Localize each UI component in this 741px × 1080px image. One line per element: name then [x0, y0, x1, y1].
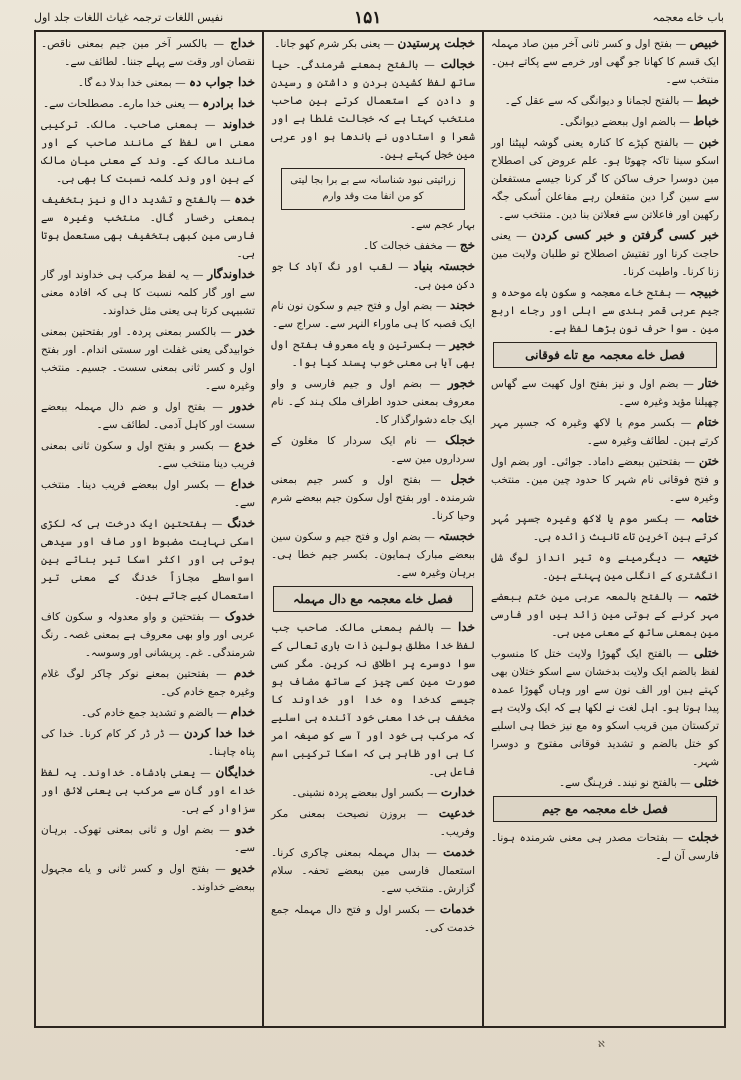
dictionary-entry: خجلک — نام ایک سردار کا مغلون کے سرداروں مین سے۔ — [271, 433, 475, 465]
entry-headword: خدایگان — [215, 765, 255, 779]
entry-definition: یعنی بادشاہ۔ خداوند۔ یہ لفظ خداے اور گان سے مرکب ہی یعنی لائق اور سزاوار کے ہی۔ — [41, 767, 255, 815]
entry-definition: بالفتح نو نیند۔ فرہنگ سے۔ — [558, 777, 677, 789]
dictionary-entry: خدا برادرہ — یعنی خدا مارے۔ مصطلحات سے۔ — [42, 96, 255, 110]
entry-definition: نام ایک سردار کا مغلون کے سرداروں مین سے۔ — [271, 435, 475, 465]
dictionary-entry: ختمہ — بالفتح بالمعہ عربی مین ختم ببعضے مہر کرنے کے ہوتی مین زائد ہیں اور فارسی مین بمعنی ساتھ کے معنی میں ہی۔ — [491, 589, 719, 639]
dictionary-entry: خبن — بالفتح کپڑے کا کنارہ یعنی گوشہ لپیٹنا اور اسکو سینا تاکہ چھوٹا ہو۔ علم عروض کی اصطلاح مین دوسرا حرف ساکن کا گر کرنا جیسے مستفعلن سے سین گرا دین متفعلن رہے مفاعلن اُسکی جگہ رکھین اور فاعلاتن سے فعلاتن بنا دین۔ منتخب سے۔ — [491, 135, 719, 221]
entry-headword: ختلی — [693, 646, 719, 660]
entry-headword: خجل — [450, 472, 475, 486]
entry-definition: بکسرتین و یاے معروف بفتح اول بھی آیا ہی معنی خوب پسند کیا ہوا۔ — [271, 339, 475, 369]
dictionary-entry: ختلی — بالفتح نو نیند۔ فرہنگ سے۔ — [558, 775, 719, 789]
entry-definition: بکسر اول و فتح دال مہملہ جمع خدمت کی۔ — [271, 904, 475, 934]
dictionary-entry: خجیر — بکسرتین و یاے معروف بفتح اول بھی آیا ہی معنی خوب پسند کیا ہوا۔ — [271, 337, 475, 369]
dictionary-entry: خج — مخفف خجالت کا۔ — [363, 238, 475, 252]
entry-definition: بضم اول و نیز بفتح اول کھیت سے گھاس چھیلنا مؤید وغیرہ سے۔ — [491, 378, 719, 408]
entry-definition: بالضم و تشدید جمع خادم کی۔ — [81, 707, 214, 719]
entry-definition: بالفتح کپڑے کا کنارہ یعنی گوشہ لپیٹنا اور اسکو سینا تاکہ چھوٹا ہو۔ علم عروض کی اصطلاح مین دوسرا حرف ساکن کا گر کرنا جیسے مستفعلن سے سین گرا دین متفعلن رہے مفاعلن اُسکی جگہ رکھین اور فاعلاتن سے فعلاتن بنا دین۔ منتخب سے۔ — [491, 137, 719, 221]
entry-definition: بضم اول و فتح جیم و سکون نون نام ایک قصبہ کا ہی ماوراء النہر سے۔ سراج سے۔ — [271, 300, 475, 330]
dictionary-entry: خجند — بضم اول و فتح جیم و سکون نون نام ایک قصبہ کا ہی ماوراء النہر سے۔ سراج سے۔ — [271, 298, 475, 330]
entry-definition: بفتحتین بمعنے نوکر چاکر لوگ غلام وغیرہ جمع خادم کی۔ — [41, 668, 255, 698]
dictionary-entry: خدم — بفتحتین بمعنے نوکر چاکر لوگ غلام وغیرہ جمع خادم کی۔ — [41, 666, 255, 698]
entry-headword: خدو — [235, 822, 255, 836]
page-header — [34, 6, 724, 30]
dictionary-entry: خداج — بالکسر آخر مین جیم بمعنی ناقص۔ نقصان اور وقت سے پہلے جننا۔ لطائف سے۔ — [41, 36, 255, 68]
dictionary-entry: خدع — بکسر و بفتح اول و سکون ثانی بمعنی فریب دینا منتخب سے۔ — [41, 438, 255, 470]
entry-headword: خداج — [230, 36, 255, 50]
entry-headword: خدا — [457, 620, 475, 634]
entry-definition: یہ لفظ مرکب ہی خداوند اور گار سے اور گار کلمہ نسبت کا ہی کہ افادہ معنی تشبیہی کرتا ہی یعنی مثل خداوند۔ — [41, 269, 255, 317]
entry-headword: خداع — [230, 477, 255, 491]
entry-definition: بکسر موم یا لاکھ وغیرہ کہ جسپر مہر کرتے ہین۔ لطائف وغیرہ سے۔ — [491, 417, 719, 447]
dictionary-entry: خجستہ بنیاد — لقب اور نگ آباد کا جو دکن مین ہی۔ — [271, 259, 475, 291]
entry-headword: خجور — [447, 376, 475, 390]
page-number: ۱۵۱ — [354, 8, 382, 28]
entry-headword: خدمت — [443, 845, 475, 859]
entry-headword: خداوند — [222, 117, 255, 131]
page-footer-mark: ℵ — [598, 1040, 605, 1050]
dictionary-entry: خدیو — بفتح اول و کسر ثانی و یاے مجہول ببعضے خداوند۔ — [41, 861, 255, 893]
entry-definition: بضم اول و جیم فارسی و واو معروف بمعنی حدود اطراف ملک ہند کے۔ نام ایک جاے دشوارگذار کا۔ — [271, 378, 475, 426]
entry-definition: مخفف خجالت کا۔ — [363, 240, 443, 252]
dictionary-entry: ختلی — بالفتح ایک گھوڑا ولایت ختل کا منسوب لفظ بالضم ایک ولایت بدخشان سے اسکو ختلان بھی کہتے ہین اور الف نون سے اور وہاں گھوڑا عمدہ پیدا ہوتا ہو۔ اہل لغت نے لکھا ہے کہ ایک ولایت ہے ترکستان مین قریب اسکو وہ مع نیز خطا ہی اسلیے کو ختل بالضم و تشدید فوقانی مفتوح و دوسرا شہر۔ — [491, 646, 719, 768]
dictionary-entry: خداوندگار — یہ لفظ مرکب ہی خداوند اور گار سے اور گار کلمہ نسبت کا ہی کہ افادہ معنی تشبیہی کرتا ہی یعنی مثل خداوند۔ — [41, 267, 255, 317]
dictionary-entry: خجالت — بالفتح بمعنے شرمندگی۔ حیا ساتھ لفظ کشیدن بردن و داشتن و رسیدن و دادن کے استعمال کرتے ہین صاحب منتخب کہتا ہے کہ خجالت غلطا ہے اور شعرا و استادوں نے باندھا ہو اور عربی مین خجل کہتے ہین۔ — [271, 57, 475, 161]
entry-definition: بفتحتین ببعضے داماد۔ جوائی۔ اور بضم اول و فتح فوقانی نام شہر کا حدود چین مین۔ منتخب وغیرہ سے۔ — [491, 456, 719, 504]
dictionary-entry: خدمت — بدال مہملہ بمعنی چاکری کرنا۔ استعمال فارسی مین ببعضے تحفہ۔ سلام گزارش۔ منتخب سے۔ — [271, 845, 475, 895]
dictionary-entry: خدایگان — یعنی بادشاہ۔ خداوند۔ یہ لفظ خداے اور گان سے مرکب ہی یعنی لائق اور سزاوار کے ہی۔ — [41, 765, 255, 815]
dictionary-entry: خدور — بفتح اول و ضم دال مہملہ ببعضے سست اور کاہل آدمی۔ لطائف سے۔ — [41, 399, 255, 431]
entry-headword: ختار — [698, 376, 719, 390]
entry-definition: بالفتح لجمانا و دیوانگی کہ سے عقل کے۔ — [504, 95, 680, 107]
entry-headword: خباط — [693, 114, 719, 128]
dictionary-entry: خجل — بفتح اول و کسر جیم بمعنی شرمندہ۔ اور بفتح اول سکون جیم ببعضے شرم وحیا کرنا۔ — [271, 472, 475, 522]
section-heading-kha-ta: فصل خاے معجمہ مع تاے فوقانی — [493, 342, 717, 368]
dictionary-entry: ختار — بضم اول و نیز بفتح اول کھیت سے گھاس چھیلنا مؤید وغیرہ سے۔ — [491, 376, 719, 408]
dictionary-entry: خباط — بالضم اول ببعضے دیوانگی۔ — [558, 114, 719, 128]
dictionary-entry — [271, 216, 475, 234]
dictionary-entry: ختیعہ — دیگرمینے وہ تیر انداز لوگ شل انگشتری کے انگلی مین پہنتے ہین۔ — [491, 550, 719, 582]
entry-headword: خبر کسی گرفتن و خبر کسی کردن — [531, 228, 719, 242]
dictionary-entry: خجور — بضم اول و جیم فارسی و واو معروف بمعنی حدود اطراف ملک ہند کے۔ نام ایک جاے دشوارگذار کا۔ — [271, 376, 475, 426]
column-middle — [262, 30, 484, 1028]
dictionary-entry: خجلت پرستیدن — یعنی بکر شرم کھو جانا۔ — [274, 36, 475, 50]
entry-definition: بدال مہملہ بمعنی چاکری کرنا۔ استعمال فارسی مین ببعضے تحفہ۔ سلام گزارش۔ منتخب سے۔ — [271, 847, 475, 895]
entry-headword: خدام — [230, 705, 255, 719]
entry-headword: خبن — [698, 135, 719, 149]
dictionary-entry: خدا — بالضم بمعنی مالک۔ صاحب جب لفظ خدا مطلق بولین ذات باری تعالی کے سوا دوسرے پر اطلاق نہ کرین۔ مگر کسی صورت مین کسی چیز کے ساتھ مضاف ہو جیسے کدخدا وہ خدا اور خداوند کا مخفف ہی خدا معنی خود آئندہ ہی اسلیے کہ مرکب ہی خود اور آ سے کو صیغہ امر کا ہی اور ظاہر ہی کہ اسکا ترکیبی اسم فاعل ہی۔ — [271, 620, 475, 778]
entry-headword: ختامہ — [690, 511, 719, 525]
entry-definition: بالفتح بمعنے شرمندگی۔ حیا ساتھ لفظ کشیدن بردن و داشتن و رسیدن و دادن کے استعمال کرتے ہین صاحب منتخب کہتا ہے کہ خجالت غلطا ہے اور شعرا و استادوں نے باندھا ہو اور عربی مین خجل کہتے ہین۔ — [271, 59, 475, 161]
entry-headword: خدا خدا کردن — [183, 726, 255, 740]
entry-definition: یعنی حاجت کرنا اور تفتیش اصطلاح تو طلبان ولایت مین زنا کرنا۔ واطیت کرنا۔ — [491, 230, 719, 278]
dictionary-entry: خدام — بالضم و تشدید جمع خادم کی۔ — [81, 705, 255, 719]
entry-headword: خدع — [234, 438, 255, 452]
entry-headword: خداوندگار — [207, 267, 255, 281]
dictionary-entry: خدوک — بفتحتین و واو معدولہ و سکون کاف عربی اور واو بھی معروف ہے بمعنی غصہ۔ رنگ شرمندگی۔ غم۔ پریشانی اور وسوسہ۔ — [41, 609, 255, 659]
entry-headword: خجند — [449, 298, 475, 312]
entry-headword: ختمہ — [693, 589, 719, 603]
entry-headword: خدر — [235, 324, 255, 338]
dictionary-entry: خداع — بکسر اول ببعضے فریب دینا۔ منتخب سے۔ — [41, 477, 255, 509]
entry-headword: ختلی — [693, 775, 719, 789]
entry-definition: بفتح خاے معجمہ و سکون باے موحدہ و جیم عربی قمر ہندی سے اہلی اور رجاے اربع مین ۔ سوا حرف نون بڑھا لفظ ہے۔ — [491, 287, 719, 335]
dictionary-entry: خدہ — بالفتح و تشدید دال و نیز بتخفیف بمعنی رخسار گال۔ منتخب وغیرہ سے فارسی مین کبھی بتخفیف بھی مستعمل ہوتا ہی۔ — [41, 192, 255, 260]
entry-definition: ڈر ڈر کر کام کرنا۔ خدا کی پناہ چاہنا۔ — [41, 728, 255, 758]
entry-definition: بکسر اول ببعضے فریب دینا۔ منتخب سے۔ — [41, 479, 255, 509]
entry-headword: خجستہ بنیاد — [413, 259, 475, 273]
entry-headword: خدم — [233, 666, 255, 680]
entry-definition: بفتحات مصدر ہی معنی شرمندہ ہونا۔ فارسی آن لے۔ — [491, 832, 719, 862]
entry-headword: خدہ — [234, 192, 255, 206]
entry-headword: خدارت — [440, 785, 475, 799]
entry-definition: یعنی بکر شرم کھو جانا۔ — [274, 38, 381, 50]
entry-definition: بفتح اول و کسر ثانی و یاے مجہول ببعضے خداوند۔ — [41, 863, 255, 893]
entry-definition: بالفتح و تشدید دال و نیز بتخفیف بمعنی رخسار گال۔ منتخب وغیرہ سے فارسی مین کبھی بتخفیف بھی مستعمل ہوتا ہی۔ — [41, 194, 255, 260]
dictionary-entry: خدو — بضم اول و ثانی بمعنی تھوک۔ برہان سے۔ — [41, 822, 255, 854]
entry-definition: بکسر اول ببعضے پردہ نشینی۔ — [291, 787, 424, 799]
dictionary-entry: ختن — بفتحتین ببعضے داماد۔ جوائی۔ اور بضم اول و فتح فوقانی نام شہر کا حدود چین مین۔ منتخب وغیرہ سے۔ — [491, 454, 719, 504]
entry-headword: ختن — [698, 454, 719, 468]
entry-definition: بہار عجم سے۔ — [409, 219, 475, 231]
dictionary-entry: خبر کسی گرفتن و خبر کسی کردن — یعنی حاجت کرنا اور تفتیش اصطلاح تو طلبان ولایت مین زنا کرنا۔ واطیت کرنا۔ — [491, 228, 719, 278]
dictionary-entry: خدنگ — بفتحتین ایک درخت ہی کہ لکڑی اسکی نہایت مضبوط اور صاف اور سیدھی ہوتی ہی اور اکثر اسکا تیر بناتے ہین اسواسطے مجازاً خدنگ کے معنی تیر استعمال کیے جاتے ہین۔ — [41, 516, 255, 602]
entry-definition: بروزن نصیحت بمعنی مکر وفریب۔ — [271, 808, 475, 838]
column-left — [34, 30, 262, 1028]
entry-definition: بالضم اول ببعضے دیوانگی۔ — [558, 116, 677, 128]
section-heading-kha-jim: فصل خاے معجمہ مع جیم — [493, 796, 717, 822]
section-heading-kha-dal: فصل خاے معجمہ مع دال مہملہ — [273, 586, 473, 612]
dictionary-entry: خداوند — بمعنی صاحب۔ مالک۔ ترکیبی معنی اس لفظ کے مانند صاحب کے اور مانند مالک کے۔ وند کے معنی میان مالک کے ہین اور وند کلمہ نسبت کا بھی ہی۔ — [41, 117, 255, 185]
entry-headword: خجلت پرستیدن — [397, 36, 475, 50]
entry-headword: ختام — [696, 415, 719, 429]
entry-headword: خبط — [696, 93, 719, 107]
dictionary-entry: خبیجہ — بفتح خاے معجمہ و سکون باے موحدہ و جیم عربی قمر ہندی سے اہلی اور رجاے اربع مین ۔ سوا حرف نون بڑھا لفظ ہے۔ — [491, 285, 719, 335]
entry-definition: بفتحتین و واو معدولہ و سکون کاف عربی اور واو بھی معروف ہے بمعنی غصہ۔ رنگ شرمندگی۔ غم۔ پریشانی اور وسوسہ۔ — [41, 611, 255, 659]
dictionary-entry: خجستہ — بضم اول و فتح جیم و سکون سین ببعضے مبارک ہمایون۔ بکسر جیم خطا ہی۔ برہان وغیرہ سے۔ — [271, 529, 475, 579]
entry-headword: خدعیت — [438, 806, 476, 820]
entry-definition: بفتح اول و ضم دال مہملہ ببعضے سست اور کاہل آدمی۔ لطائف سے۔ — [41, 401, 255, 431]
dictionary-entry: خدر — بالکسر بمعنی پردہ۔ اور بفتحتین بمعنی خوابیدگی یعنی غفلت اور سستی اندام۔ اور بفتح اول و کسر ثانی بمعنی سست۔ جسیم۔ منتخب وغیرہ سے۔ — [41, 324, 255, 392]
entry-headword: خجالت — [440, 57, 475, 71]
entry-headword: خدا برادرہ — [202, 96, 255, 110]
entry-definition: دیگرمینے وہ تیر انداز لوگ شل انگشتری کے انگلی مین پہنتے ہین۔ — [491, 552, 719, 582]
entry-headword: خجستہ — [438, 529, 475, 543]
entry-definition: بمعنی خدا بدلا دے گا۔ — [77, 77, 172, 89]
dictionary-entry: خدا خدا کردن — ڈر ڈر کر کام کرنا۔ خدا کی پناہ چاہنا۔ — [41, 726, 255, 758]
entry-definition: لقب اور نگ آباد کا جو دکن مین ہی۔ — [271, 261, 475, 291]
dictionary-entry: خدارت — بکسر اول ببعضے پردہ نشینی۔ — [291, 785, 475, 799]
header-chapter-title: باب خاے معجمہ — [652, 11, 724, 24]
entry-definition: بضم اول و ثانی بمعنی تھوک۔ برہان سے۔ — [41, 824, 255, 854]
entry-headword: خدمات — [439, 902, 475, 916]
entry-definition: بالفتح ایک گھوڑا ولایت ختل کا منسوب لفظ بالضم ایک ولایت بدخشان سے اسکو ختلان بھی کہتے ہین اور الف نون سے اور وہاں گھوڑا عمدہ پیدا ہوتا ہو۔ اہل لغت نے لکھا ہے کہ ایک ولایت ہے ترکستان مین قریب اسکو وہ مع نیز خطا ہی اسلیے کو ختل بالضم و تشدید فوقانی مفتوح و دوسرا شہر۔ — [491, 648, 719, 768]
dictionary-entry: خدا جواب دہ — بمعنی خدا بدلا دے گا۔ — [77, 75, 255, 89]
entry-headword: خبیجہ — [689, 285, 719, 299]
dictionary-entry: خدعیت — بروزن نصیحت بمعنی مکر وفریب۔ — [271, 806, 476, 838]
entry-headword: ختیعہ — [691, 550, 719, 564]
entry-definition: بکسر و بفتح اول و سکون ثانی بمعنی فریب دینا منتخب سے۔ — [41, 440, 255, 470]
entry-headword: خجلک — [445, 433, 475, 447]
dictionary-entry: خبیص — بفتح اول و کسر ثانی آخر مین صاد مہملہ ایک قسم کا کھانا جو گھی اور خرمے سے پکاتے ہین۔ منتخب سے۔ — [491, 36, 719, 86]
entry-headword: خدا جواب دہ — [188, 75, 255, 89]
entry-definition: بفتح اول و کسر جیم بمعنی شرمندہ۔ اور بفتح اول سکون جیم ببعضے شرم وحیا کرنا۔ — [271, 474, 475, 522]
dictionary-entry: خبط — بالفتح لجمانا و دیوانگی کہ سے عقل کے۔ — [504, 93, 719, 107]
entry-headword: خدیو — [231, 861, 255, 875]
entry-definition: بالکسر بمعنی پردہ۔ اور بفتحتین بمعنی خوابیدگی یعنی غفلت اور سستی اندام۔ اور بفتح اول و کسر ثانی بمعنی سست۔ جسیم۔ منتخب وغیرہ سے۔ — [41, 326, 255, 392]
entry-definition: بالکسر آخر مین جیم بمعنی ناقص۔ نقصان اور وقت سے پہلے جننا۔ لطائف سے۔ — [41, 38, 255, 68]
entry-definition: بالضم بمعنی مالک۔ صاحب جب لفظ خدا مطلق بولین ذات باری تعالی کے سوا دوسرے پر اطلاق نہ کرین۔ مگر کسی صورت مین کسی چیز کے ساتھ مضاف ہو جیسے کدخدا وہ خدا اور خداوند کا مخفف ہی خدا معنی خود آئندہ ہی اسلیے کہ مرکب ہی خود اور آ سے کو صیغہ امر کا ہی اور ظاہر ہی کہ اسکا ترکیبی اسم فاعل ہی۔ — [271, 622, 475, 778]
column-right — [484, 30, 726, 1028]
entry-headword: خدوک — [224, 609, 255, 623]
entry-headword: خبیص — [689, 36, 719, 50]
entry-definition: بضم اول و فتح جیم و سکون سین ببعضے مبارک ہمایون۔ بکسر جیم خطا ہی۔ برہان وغیرہ سے۔ — [271, 531, 475, 579]
dictionary-entry: ختامہ — بکسر موم یا لاکھ وغیرہ جسپر مُہر کرتے ہین آخرین تاے تانیث زائدہ ہی۔ — [491, 511, 719, 543]
entry-headword: خجیر — [449, 337, 475, 351]
dictionary-entry: خجلت — بفتحات مصدر ہی معنی شرمندہ ہونا۔ فارسی آن لے۔ — [491, 830, 719, 862]
entry-definition: بالفتح بالمعہ عربی مین ختم ببعضے مہر کرنے کے ہوتی مین زائد ہیں اور فارسی مین بمعنی ساتھ کے معنی میں ہی۔ — [491, 591, 719, 639]
dictionary-entry: ختام — بکسر موم یا لاکھ وغیرہ کہ جسپر مہر کرتے ہین۔ لطائف وغیرہ سے۔ — [491, 415, 719, 447]
entry-headword: خدور — [229, 399, 255, 413]
entry-definition: بفتح اول و کسر ثانی آخر مین صاد مہملہ ایک قسم کا کھانا جو گھی اور خرمے سے پکاتے ہین۔ منتخب سے۔ — [491, 38, 719, 86]
entry-definition: بفتحتین ایک درخت ہی کہ لکڑی اسکی نہایت مضبوط اور صاف اور سیدھی ہوتی ہی اور اکثر اسکا تیر بناتے ہین اسواسطے مجازاً خدنگ کے معنی تیر استعمال کیے جاتے ہین۔ — [41, 518, 255, 602]
entry-definition: بکسر موم یا لاکھ وغیرہ جسپر مُہر کرتے ہین آخرین تاے تانیث زائدہ ہی۔ — [491, 513, 719, 543]
poetry-verse-box: زرائیتی نبود شناسانہ سے بے برا بجا لیتی کو من انفا مت وقد وارم — [281, 168, 465, 210]
entry-definition: یعنی خدا مارے۔ مصطلحات سے۔ — [42, 98, 186, 110]
entry-headword: خج — [459, 238, 475, 252]
dictionary-entry: خدمات — بکسر اول و فتح دال مہملہ جمع خدمت کی۔ — [271, 902, 475, 934]
entry-headword: خدنگ — [227, 516, 255, 530]
entry-headword: خجلت — [688, 830, 719, 844]
header-book-title: نفیس اللغات ترجمہ غیاث اللغات جلد اول — [34, 11, 224, 24]
entry-definition: بمعنی صاحب۔ مالک۔ ترکیبی معنی اس لفظ کے مانند صاحب کے اور مانند مالک کے۔ وند کے معنی میان مالک کے ہین اور وند کلمہ نسبت کا بھی ہی۔ — [41, 119, 255, 185]
